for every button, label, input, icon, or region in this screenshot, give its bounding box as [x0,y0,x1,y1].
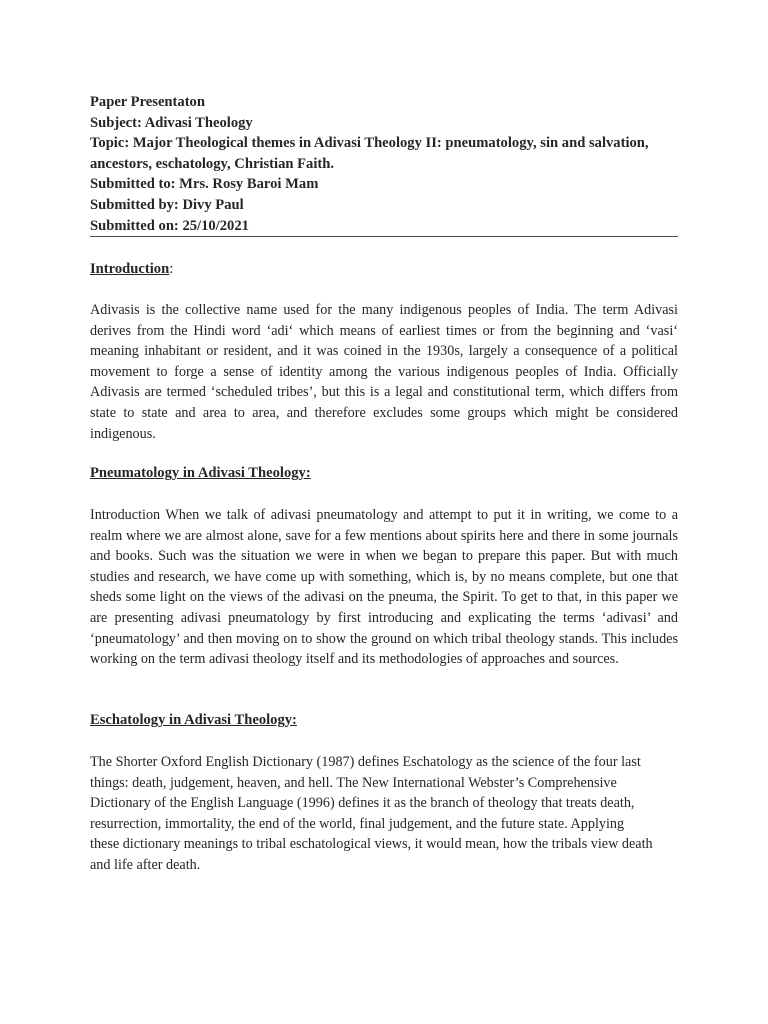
submitted-by-line: Submitted by: Divy Paul [90,196,244,213]
presentation-title: Paper Presentaton [90,94,205,110]
pneumatology-paragraph: Introduction When we talk of adivasi pneumatology and attempt to put it in writing, we come to a realm where we are almost alone, save for a few mentions about spirits here and there in some journals and books. Such was the situation we were in when we began to prepare this paper. But with much studies and research, we have come up with something, which is, by no means complete, but one that sheds some light on the views of the adivasi on the pneuma, the Spirit. To get to that, in this paper we are presenting adivasi pneumatology by first introducing and explicating the terms ‘adivasi’ and ‘pneumatology’ and then moving on to show the ground on which tribal theology stands. This includes working on the term adivasi theology itself and its methodologies of approaches and sources. [90,507,678,668]
header-divider [90,236,678,237]
document-header [90,92,678,236]
topic-line: Topic: Major Theological themes in Adivasi Theology II: pneumatology, sin and salvation, ancestors, eschatology, Christian Faith. [90,135,649,172]
introduction-heading: Introduction: [90,261,174,277]
eschatology-paragraph: The Shorter Oxford English Dictionary (1987) defines Eschatology as the science of the four last things: death, judgement, heaven, and hell. The New International Webster’s Comprehensive Dictionary of the English Language (1996) defines it as the branch of theology that treats death, resurrection, immortality, the end of the world, final judgement, and the future state. Applying these dictionary meanings to tribal eschatological views, it would mean, how the tribals view death and life after death. [90,754,653,873]
pneumatology-heading: Pneumatology in Adivasi Theology: [90,465,311,481]
subject-line: Subject: Adivasi Theology [90,114,253,131]
introduction-paragraph: Adivasis is the collective name used for the many indigenous peoples of India. The term Adivasi derives from the Hindi word ‘adi‘ which means of earliest times or from the beginning and ‘vasi‘ meaning inhabitant or resident, and it was coined in the 1930s, largely a consequence of a political movement to forge a sense of identity among the various indigenous peoples of India. Officially Adivasis are termed ‘scheduled tribes’, but this is a legal and constitutional term, which differs from state to state and area to area, and therefore excludes some groups which might be considered indigenous. [90,302,678,442]
submitted-to-line: Submitted to: Mrs. Rosy Baroi Mam [90,176,319,193]
submitted-on-line: Submitted on: 25/10/2021 [90,217,249,234]
eschatology-heading: Eschatology in Adivasi Theology: [90,712,297,728]
